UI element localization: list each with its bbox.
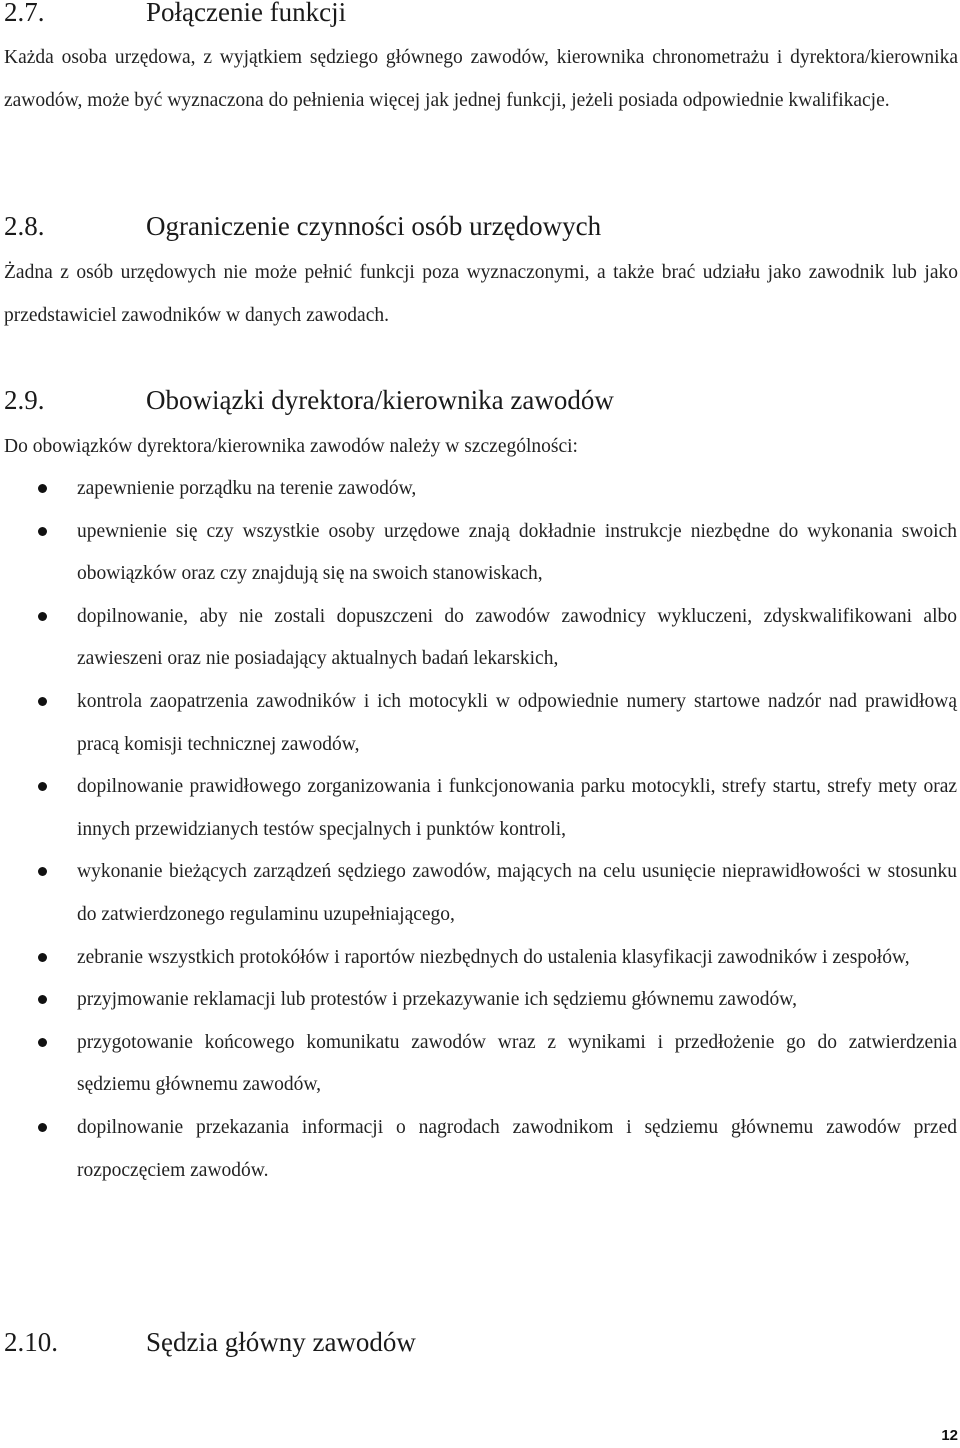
section-heading-2-8 bbox=[4, 209, 601, 243]
section-paragraph-2-7: Każda osoba urzędowa, z wyjątkiem sędziego głównego zawodów, kierownika chronometrażu i dyrektora/kierownika zawodów, może być wyznaczona do pełnienia więcej jak jednej funkcji, jeżeli posiada odpowiednie kwalifikacje. bbox=[4, 47, 958, 111]
list-item-text: dopilnowanie prawidłowego zorganizowania i funkcjonowania parku motocykli, strefy startu, strefy mety oraz innych przewidzianych testów specjalnych i punktów kontroli, bbox=[77, 776, 957, 840]
list-item bbox=[0, 1022, 957, 1107]
bullet-icon bbox=[38, 867, 47, 876]
list-item-text: zapewnienie porządku na terenie zawodów, bbox=[77, 478, 417, 499]
list-item-text: przyjmowanie reklamacji lub protestów i przekazywanie ich sędziemu głównemu zawodów, bbox=[77, 989, 797, 1011]
bullet-icon bbox=[38, 484, 47, 493]
bullet-icon bbox=[38, 527, 47, 536]
list-item-text: wykonanie bieżących zarządzeń sędziego zawodów, mających na celu usunięcie nieprawidłowości w stosunku do zatwierdzonego regulaminu uzupełniającego, bbox=[77, 861, 957, 925]
section-paragraph-2-9: Do obowiązków dyrektora/kierownika zawodów należy w szczególności: bbox=[4, 436, 578, 457]
list-item-text: dopilnowanie, aby nie zostali dopuszczeni do zawodów zawodnicy wykluczeni, zdyskwalifikowani albo zawieszeni oraz nie posiadający aktualnych badań lekarskich, bbox=[77, 605, 957, 670]
bullet-icon bbox=[38, 953, 47, 962]
list-item bbox=[0, 851, 957, 936]
duties-list bbox=[0, 468, 960, 1192]
list-item bbox=[0, 511, 957, 596]
section-heading-2-9 bbox=[4, 383, 614, 417]
section-number: 2.10. bbox=[4, 1327, 58, 1357]
section-title: Sędzia główny zawodów bbox=[146, 1327, 416, 1357]
list-item bbox=[0, 979, 957, 1022]
list-item bbox=[0, 1107, 957, 1192]
bullet-icon bbox=[38, 782, 47, 791]
list-item-text: dopilnowanie przekazania informacji o nagrodach zawodnikom i sędziemu głównemu zawodów przed rozpoczęciem zawodów. bbox=[77, 1116, 957, 1181]
bullet-icon bbox=[38, 697, 47, 706]
bullet-icon bbox=[38, 612, 47, 621]
section-heading-2-7 bbox=[4, 0, 346, 29]
list-item-text: upewnienie się czy wszystkie osoby urzędowe znają dokładnie instrukcje niezbędne do wykonania swoich obowiązków oraz czy znajdują się na swoich stanowiskach, bbox=[77, 520, 957, 585]
section-number: 2.9. bbox=[4, 385, 45, 415]
section-number: 2.7. bbox=[4, 0, 45, 27]
section-title: Ograniczenie czynności osób urzędowych bbox=[146, 211, 602, 241]
section-heading-2-10 bbox=[4, 1325, 416, 1359]
section-title: Obowiązki dyrektora/kierownika zawodów bbox=[146, 385, 614, 415]
list-item bbox=[0, 681, 957, 766]
list-item-text: przygotowanie końcowego komunikatu zawodów wraz z wynikami i przedłożenie go do zatwierdzenia sędziemu głównemu zawodów, bbox=[77, 1031, 957, 1096]
bullet-icon bbox=[38, 995, 47, 1004]
section-title: Połączenie funkcji bbox=[146, 0, 347, 27]
section-number: 2.8. bbox=[4, 211, 45, 241]
list-item-text: zebranie wszystkich protokółów i raportów niezbędnych do ustalenia klasyfikacji zawodników i zespołów, bbox=[77, 946, 910, 968]
list-item bbox=[0, 766, 957, 851]
list-item bbox=[0, 596, 957, 681]
page-number: 12 bbox=[941, 1427, 958, 1444]
bullet-icon bbox=[38, 1123, 47, 1132]
section-paragraph-2-8: Żadna z osób urzędowych nie może pełnić funkcji poza wyznaczonymi, a także brać udziału jako zawodnik lub jako przedstawiciel zawodników w danych zawodach. bbox=[4, 262, 958, 326]
list-item-text: kontrola zaopatrzenia zawodników i ich motocykli w odpowiednie numery startowe nadzór nad prawidłową pracą komisji technicznej zawodów, bbox=[77, 690, 957, 755]
list-item bbox=[0, 937, 957, 980]
bullet-icon bbox=[38, 1038, 47, 1047]
list-item bbox=[0, 468, 957, 511]
